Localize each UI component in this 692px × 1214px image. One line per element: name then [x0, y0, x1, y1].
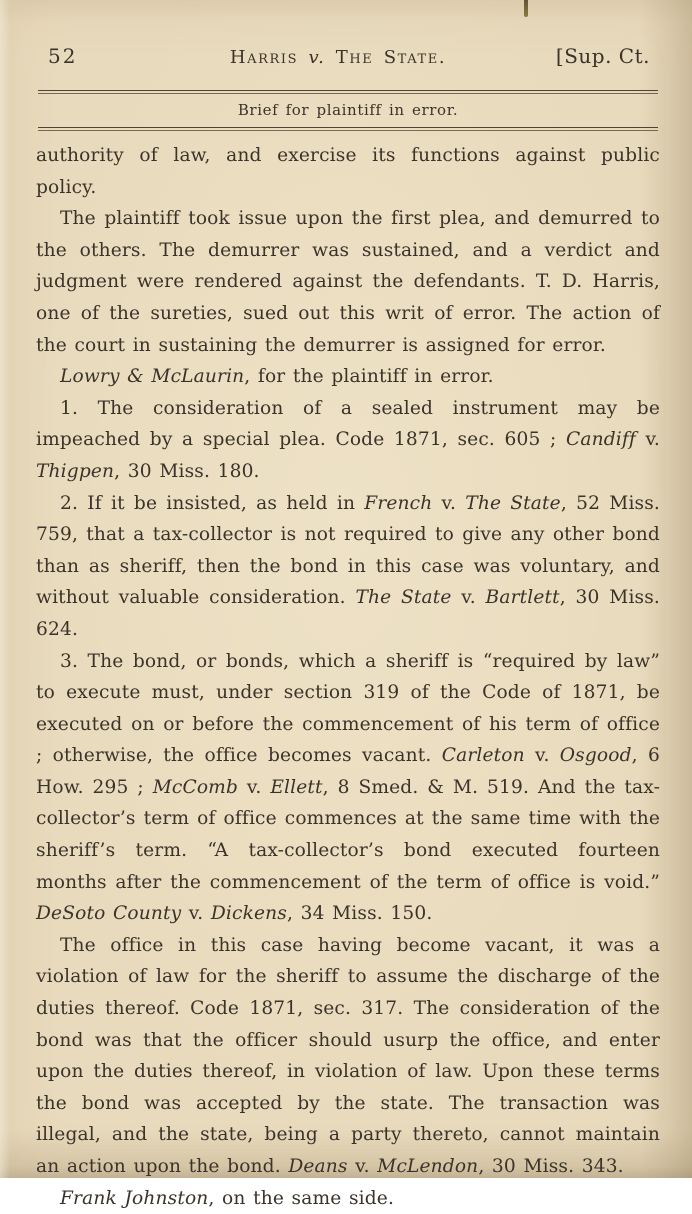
text-segment: , 34 Miss. 150. [286, 903, 433, 925]
text-segment: Ellett [270, 776, 323, 798]
text-segment: , for the plaintiff in error. [244, 366, 494, 388]
text-segment: v. [181, 903, 211, 925]
text-segment: , on the same side. [208, 1187, 395, 1209]
text-segment: DeSoto County [36, 903, 182, 925]
text-segment: v. [347, 1156, 378, 1177]
text-segment: The State [355, 587, 452, 609]
court-label: [Sup. Ct. [555, 44, 650, 68]
paragraph [36, 361, 660, 393]
text-segment: McComb [152, 776, 238, 798]
text-segment: Frank Johnston [60, 1187, 209, 1209]
paragraph [36, 393, 660, 488]
divider-rule-bottom [38, 127, 658, 131]
paragraph [36, 646, 660, 930]
text-segment: 1. The consideration of a sealed instrument may be impeached by a special plea. Code 1871, sec. 605 ; [36, 397, 660, 451]
ink-smudge-artifact [524, 0, 528, 17]
text-segment: , 6 How. 295 ; [36, 745, 660, 798]
text-segment: Candiff [565, 429, 636, 451]
brief-text [36, 140, 660, 1214]
paragraph [36, 203, 660, 361]
paragraph [36, 1183, 660, 1214]
paragraph [36, 930, 660, 1183]
text-segment: The State. [335, 47, 447, 68]
text-segment: authority of law, and exercise its functions against public policy. [36, 145, 660, 198]
text-segment: McLendon [377, 1156, 479, 1177]
text-segment: French [364, 492, 433, 514]
text-segment: v. [635, 429, 660, 451]
text-segment: v. [238, 776, 271, 798]
text-segment: The plaintiff took issue upon the first plea, and demurred to the others. The demurrer was sustained, and a verdict and judgment were rendered against the defendants. T. D. Harris, one of the sureties, sued out this writ of error. The action of the court in sustaining the demurrer is assigned for error. [36, 208, 660, 356]
text-segment: , 30 Miss. 180. [114, 460, 260, 482]
text-segment: Bartlett [485, 587, 560, 609]
text-segment: Harris [229, 47, 299, 68]
text-segment: , 30 Miss. 343. [478, 1156, 624, 1177]
paragraph [36, 488, 660, 646]
text-segment: 2. If it be insisted, as held in [60, 492, 365, 514]
text-segment: Thigpen [36, 460, 115, 482]
text-segment: , 30 Miss. 624. [36, 587, 660, 640]
text-segment: Dickens [210, 903, 287, 925]
text-segment: v. [432, 492, 466, 514]
page-header [36, 44, 660, 68]
text-segment: , 52 Miss. 759, that a tax-collector is not required to give any other bond than as sheriff, then the bond in this case was voluntary, and without valuable consideration. [36, 492, 660, 609]
text-segment: , 8 Smed. & M. 519. And the tax-collector’s term of office commences at the same time with the sheriff’s term. “A tax-collector’s bond executed fourteen months after the commencement of the term of office is void.” [36, 776, 660, 893]
text-segment: 3. The bond, or bonds, which a sheriff is “required by law” to execute must, under section 319 of the Code of 1871, be executed on or before the commencement of his term of office ; otherwise, the office becomes vacant. [36, 650, 660, 767]
text-segment: Deans [288, 1156, 348, 1177]
text-segment: Osgood [559, 745, 632, 767]
text-segment: v. [298, 47, 336, 68]
text-segment: The office in this case having become vacant, it was a violation of law for the sheriff to assume the discharge of the duties thereof. Code 1871, sec. 317. The consideration of the bond was that the officer should usurp the office, and enter upon the duties thereof, in violation of law. Upon these terms the bond was accepted by the state. The transaction was illegal, and the state, being a party thereto, cannot maintain an action upon the bond. [36, 934, 660, 1177]
text-segment: Carleton [441, 745, 525, 767]
case-title [138, 47, 538, 68]
text-segment: v. [451, 587, 486, 609]
text-segment: Lowry & McLaurin [60, 366, 245, 388]
text-segment: v. [524, 745, 560, 767]
page-number: 52 [48, 44, 78, 68]
paragraph [36, 140, 660, 203]
running-head: Brief for plaintiff in error. [237, 101, 459, 119]
text-segment: The State [465, 492, 561, 514]
